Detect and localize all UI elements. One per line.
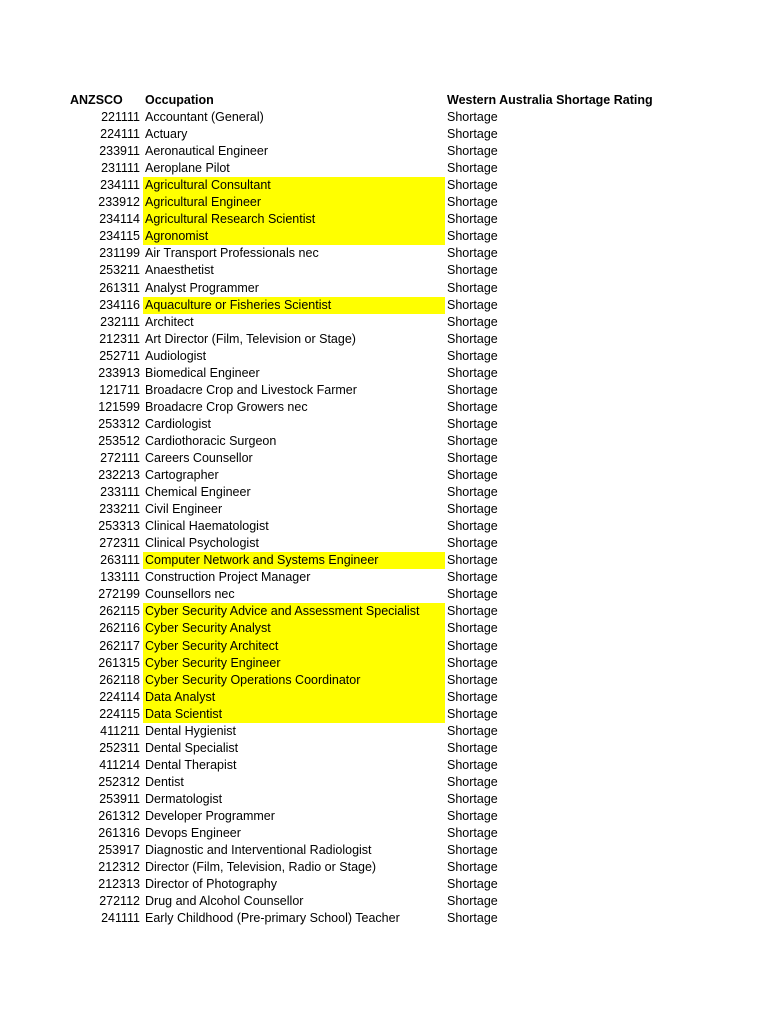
occupation-cell: Director (Film, Television, Radio or Stage) [145, 860, 377, 875]
table-row [0, 859, 768, 876]
anzsco-code-cell: 224114 [99, 689, 140, 704]
shortage-rating-cell: Shortage [447, 399, 498, 414]
shortage-rating-cell: Shortage [447, 144, 498, 159]
table-row [0, 280, 768, 297]
table-row [0, 910, 768, 927]
table-row [0, 689, 768, 706]
occupation-cell: Audiologist [145, 348, 207, 363]
shortage-rating-cell: Shortage [447, 297, 498, 312]
occupation-cell: Aeronautical Engineer [145, 144, 268, 159]
anzsco-code-cell: 272111 [100, 450, 140, 465]
occupation-cell-highlighted: Agricultural Consultant [143, 177, 445, 194]
occupation-cell: Dermatologist [145, 791, 223, 806]
occupation-cell: Careers Counsellor [145, 450, 253, 465]
shortage-rating-cell: Shortage [447, 382, 498, 397]
table-row [0, 603, 768, 620]
shortage-rating-cell: Shortage [447, 502, 498, 517]
occupation-cell-highlighted: Cyber Security Analyst [143, 620, 445, 637]
occupation-cell-highlighted: Agronomist [143, 228, 445, 245]
anzsco-code-cell: 241111 [101, 911, 140, 926]
table-row [0, 211, 768, 228]
anzsco-code-cell: 232213 [98, 468, 140, 483]
occupation-cell-highlighted: Cyber Security Advice and Assessment Specialist [143, 603, 445, 620]
shortage-rating-cell: Shortage [447, 433, 498, 448]
table-row [0, 365, 768, 382]
table-row [0, 518, 768, 535]
anzsco-code-cell: 234111 [100, 178, 140, 193]
anzsco-code-cell: 253911 [99, 791, 140, 806]
anzsco-code-cell: 233211 [99, 502, 140, 517]
table-row [0, 433, 768, 450]
shortage-rating-cell: Shortage [447, 314, 498, 329]
occupation-cell: Art Director (Film, Television or Stage) [145, 331, 356, 346]
anzsco-code-cell: 262118 [99, 672, 140, 687]
shortage-rating-cell: Shortage [447, 757, 498, 772]
anzsco-code-cell: 262115 [99, 604, 140, 619]
occupation-cell-highlighted: Aquaculture or Fisheries Scientist [143, 297, 445, 314]
shortage-rating-cell: Shortage [447, 331, 498, 346]
shortage-rating-cell: Shortage [447, 826, 498, 841]
shortage-rating-cell: Shortage [447, 127, 498, 142]
anzsco-column-header: ANZSCO [70, 93, 123, 107]
shortage-rating-cell: Shortage [447, 911, 498, 926]
occupation-cell-highlighted: Data Analyst [143, 689, 445, 706]
table-row [0, 808, 768, 825]
shortage-rating-cell: Shortage [447, 178, 498, 193]
anzsco-code-cell: 252311 [99, 740, 140, 755]
shortage-rating-cell: Shortage [447, 587, 498, 602]
table-row [0, 382, 768, 399]
shortage-rating-cell: Shortage [447, 468, 498, 483]
occupation-table [0, 92, 768, 927]
shortage-rating-cell: Shortage [447, 843, 498, 858]
shortage-rating-cell: Shortage [447, 536, 498, 551]
shortage-rating-cell: Shortage [447, 553, 498, 568]
occupation-cell: Counsellors nec [145, 587, 235, 602]
occupation-cell: Air Transport Professionals nec [145, 246, 319, 261]
occupation-cell: Cardiothoracic Surgeon [145, 433, 277, 448]
anzsco-code-cell: 252312 [98, 774, 140, 789]
anzsco-code-cell: 263111 [100, 553, 140, 568]
table-row [0, 706, 768, 723]
anzsco-code-cell: 262117 [99, 638, 140, 653]
anzsco-code-cell: 231111 [101, 161, 140, 176]
occupation-cell: Director of Photography [145, 877, 278, 892]
anzsco-code-cell: 272311 [99, 536, 140, 551]
occupation-cell-highlighted: Agricultural Research Scientist [143, 211, 445, 228]
occupation-cell: Drug and Alcohol Counsellor [145, 894, 304, 909]
occupation-cell-highlighted: Computer Network and Systems Engineer [143, 552, 445, 569]
anzsco-code-cell: 234116 [99, 297, 140, 312]
table-row [0, 501, 768, 518]
occupation-cell: Broadacre Crop and Livestock Farmer [145, 382, 357, 397]
occupation-cell-highlighted: Data Scientist [143, 706, 445, 723]
occupation-cell: Civil Engineer [145, 502, 223, 517]
table-row [0, 314, 768, 331]
shortage-rating-cell: Shortage [447, 110, 498, 125]
occupation-cell-highlighted: Cyber Security Engineer [143, 655, 445, 672]
anzsco-code-cell: 212312 [98, 860, 140, 875]
anzsco-code-cell: 212313 [98, 877, 140, 892]
shortage-rating-cell: Shortage [447, 740, 498, 755]
occupation-cell: Analyst Programmer [145, 280, 259, 295]
table-row [0, 774, 768, 791]
table-row [0, 416, 768, 433]
anzsco-code-cell: 261315 [98, 655, 140, 670]
anzsco-code-cell: 411211 [100, 723, 140, 738]
table-row [0, 723, 768, 740]
shortage-rating-cell: Shortage [447, 655, 498, 670]
table-row [0, 245, 768, 262]
occupation-cell: Diagnostic and Interventional Radiologist [145, 843, 372, 858]
anzsco-code-cell: 121599 [98, 399, 140, 414]
shortage-rating-column-header: Western Australia Shortage Rating [447, 93, 653, 107]
anzsco-code-cell: 234115 [99, 229, 140, 244]
table-row [0, 143, 768, 160]
anzsco-code-cell: 253512 [98, 433, 140, 448]
table-row [0, 484, 768, 501]
shortage-rating-cell: Shortage [447, 348, 498, 363]
anzsco-code-cell: 261316 [98, 826, 140, 841]
table-row [0, 126, 768, 143]
table-row [0, 177, 768, 194]
table-row [0, 893, 768, 910]
anzsco-code-cell: 272112 [99, 894, 140, 909]
shortage-rating-cell: Shortage [447, 808, 498, 823]
table-row [0, 331, 768, 348]
occupation-cell: Broadacre Crop Growers nec [145, 399, 308, 414]
table-row [0, 586, 768, 603]
anzsco-code-cell: 231199 [99, 246, 140, 261]
occupation-cell: Architect [145, 314, 194, 329]
anzsco-code-cell: 272199 [98, 587, 140, 602]
shortage-rating-cell: Shortage [447, 706, 498, 721]
occupation-cell: Dental Specialist [145, 740, 239, 755]
shortage-rating-cell: Shortage [447, 689, 498, 704]
anzsco-code-cell: 261311 [99, 280, 140, 295]
occupation-cell: Actuary [145, 127, 188, 142]
table-header-row [0, 92, 768, 109]
shortage-rating-cell: Shortage [447, 894, 498, 909]
anzsco-code-cell: 224111 [100, 127, 140, 142]
shortage-rating-cell: Shortage [447, 416, 498, 431]
occupation-cell: Dental Therapist [145, 757, 237, 772]
anzsco-code-cell: 262116 [99, 621, 140, 636]
shortage-rating-cell: Shortage [447, 195, 498, 210]
shortage-rating-cell: Shortage [447, 621, 498, 636]
table-row [0, 620, 768, 637]
anzsco-code-cell: 233111 [100, 485, 140, 500]
occupation-cell: Cardiologist [145, 416, 212, 431]
table-row [0, 109, 768, 126]
table-row [0, 842, 768, 859]
anzsco-code-cell: 261312 [98, 808, 140, 823]
table-row [0, 569, 768, 586]
shortage-rating-cell: Shortage [447, 860, 498, 875]
occupation-cell: Anaesthetist [145, 263, 214, 278]
occupation-cell: Construction Project Manager [145, 570, 311, 585]
occupation-column-header: Occupation [145, 93, 214, 107]
shortage-rating-cell: Shortage [447, 365, 498, 380]
occupation-cell: Chemical Engineer [145, 485, 251, 500]
occupation-cell: Accountant (General) [145, 110, 264, 125]
shortage-rating-cell: Shortage [447, 229, 498, 244]
shortage-rating-cell: Shortage [447, 485, 498, 500]
shortage-rating-cell: Shortage [447, 161, 498, 176]
table-row [0, 194, 768, 211]
shortage-rating-cell: Shortage [447, 638, 498, 653]
anzsco-code-cell: 224115 [99, 706, 140, 721]
shortage-rating-cell: Shortage [447, 672, 498, 687]
occupation-cell: Developer Programmer [145, 808, 275, 823]
shortage-rating-cell: Shortage [447, 263, 498, 278]
table-row [0, 467, 768, 484]
shortage-rating-cell: Shortage [447, 450, 498, 465]
anzsco-code-cell: 253211 [99, 263, 140, 278]
table-row [0, 297, 768, 314]
occupation-cell: Biomedical Engineer [145, 365, 260, 380]
occupation-cell: Cartographer [145, 468, 219, 483]
anzsco-code-cell: 253917 [98, 843, 140, 858]
table-row [0, 450, 768, 467]
shortage-rating-cell: Shortage [447, 877, 498, 892]
anzsco-code-cell: 253312 [98, 416, 140, 431]
table-row [0, 399, 768, 416]
anzsco-code-cell: 233912 [98, 195, 140, 210]
anzsco-code-cell: 253313 [98, 519, 140, 534]
table-row [0, 160, 768, 177]
table-row [0, 876, 768, 893]
shortage-rating-cell: Shortage [447, 723, 498, 738]
shortage-rating-cell: Shortage [447, 774, 498, 789]
table-row [0, 638, 768, 655]
anzsco-code-cell: 121711 [99, 382, 140, 397]
occupation-cell-highlighted: Agricultural Engineer [143, 194, 445, 211]
table-row [0, 757, 768, 774]
table-row [0, 262, 768, 279]
table-row [0, 672, 768, 689]
shortage-rating-cell: Shortage [447, 246, 498, 261]
table-row [0, 552, 768, 569]
anzsco-code-cell: 233911 [99, 144, 140, 159]
table-row [0, 791, 768, 808]
shortage-rating-cell: Shortage [447, 570, 498, 585]
anzsco-code-cell: 212311 [99, 331, 140, 346]
anzsco-code-cell: 221111 [101, 110, 140, 125]
anzsco-code-cell: 411214 [99, 757, 140, 772]
anzsco-code-cell: 233913 [98, 365, 140, 380]
table-row [0, 825, 768, 842]
occupation-cell: Clinical Psychologist [145, 536, 259, 551]
occupation-cell: Dentist [145, 774, 184, 789]
table-row [0, 535, 768, 552]
table-row [0, 348, 768, 365]
occupation-cell: Aeroplane Pilot [145, 161, 230, 176]
anzsco-code-cell: 133111 [100, 570, 140, 585]
occupation-cell: Dental Hygienist [145, 723, 237, 738]
occupation-cell: Clinical Haematologist [145, 519, 269, 534]
shortage-rating-cell: Shortage [447, 604, 498, 619]
shortage-rating-cell: Shortage [447, 519, 498, 534]
occupation-cell: Devops Engineer [145, 826, 241, 841]
occupation-cell-highlighted: Cyber Security Operations Coordinator [143, 672, 445, 689]
table-row [0, 740, 768, 757]
shortage-rating-cell: Shortage [447, 212, 498, 227]
shortage-rating-cell: Shortage [447, 791, 498, 806]
table-body [0, 109, 768, 927]
anzsco-code-cell: 232111 [100, 314, 140, 329]
occupation-cell: Early Childhood (Pre-primary School) Teacher [145, 911, 400, 926]
anzsco-code-cell: 234114 [99, 212, 140, 227]
shortage-rating-cell: Shortage [447, 280, 498, 295]
anzsco-code-cell: 252711 [99, 348, 140, 363]
table-row [0, 655, 768, 672]
occupation-cell-highlighted: Cyber Security Architect [143, 638, 445, 655]
table-row [0, 228, 768, 245]
